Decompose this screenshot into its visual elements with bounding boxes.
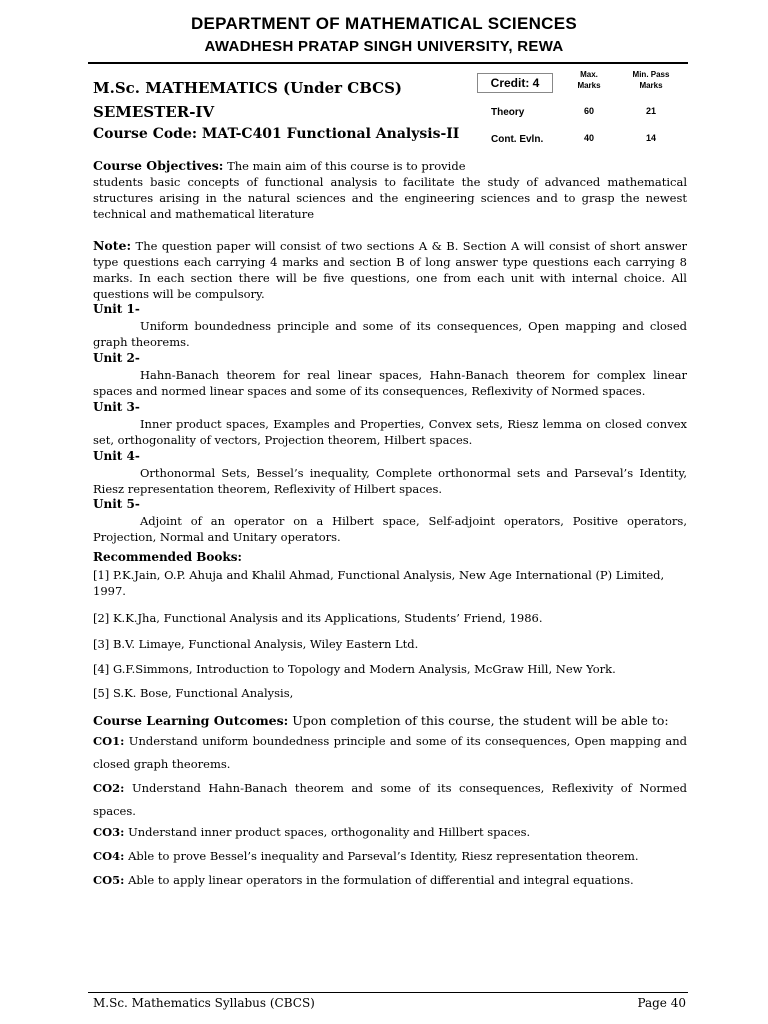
- min-marks-label-2: Marks: [639, 81, 663, 90]
- book-2: [2] K.K.Jha, Functional Analysis and its Applications, Students’ Friend, 1986.: [93, 611, 543, 625]
- footer-rule: [88, 992, 688, 993]
- book-4: [4] G.F.Simmons, Introduction to Topology and Modern Analysis, McGraw Hill, New York.: [93, 662, 616, 676]
- course-objectives: [93, 158, 687, 222]
- max-marks-label-2: Marks: [577, 81, 601, 90]
- unit-2-text: Hahn-Banach theorem for real linear spaces, Hahn-Banach theorem for complex linear spaces and normed linear spaces and some of its consequences, Reflexivity of Normed spaces.: [93, 368, 687, 398]
- cont-evln-min: 14: [645, 133, 656, 143]
- objectives-first-line: [93, 158, 687, 174]
- books-heading: Recommended Books:: [93, 550, 242, 564]
- footer-page-number: Page 40: [637, 996, 686, 1010]
- co2: [93, 777, 687, 823]
- note-text: The question paper will consist of two sections A & B. Section A will consist of short answer type questions each carrying 4 marks and section B of long answer type questions each carrying 8 marks. In each section there will be five questions, one from each unit with internal choice. All questions will be compulsory.: [93, 239, 687, 301]
- program-title: M.Sc. MATHEMATICS (Under CBCS): [93, 79, 403, 97]
- theory-max: 60: [583, 106, 594, 116]
- outcomes-heading: [93, 713, 687, 729]
- theory-min: 21: [645, 106, 656, 116]
- max-marks-header: [569, 69, 609, 91]
- objectives-line1: The main aim of this course is to provide: [227, 159, 466, 173]
- co4-code: CO4:: [93, 849, 125, 863]
- unit-2-title: Unit 2-: [93, 351, 140, 365]
- co5-code: CO5:: [93, 873, 125, 887]
- co1-text: Understand uniform boundedness principle and some of its consequences, Open mapping and closed graph theorems.: [93, 734, 687, 771]
- co3: [93, 824, 687, 840]
- unit-1-text: Uniform boundedness principle and some of its consequences, Open mapping and closed graph theorems.: [93, 319, 687, 349]
- objectives-text: students basic concepts of functional analysis to facilitate the study of advanced mathematical structures arising in the natural sciences and the engineering sciences and to grasp the newest technical and mathematical literature: [93, 175, 687, 221]
- book-3: [3] B.V. Limaye, Functional Analysis, Wiley Eastern Ltd.: [93, 637, 419, 651]
- credit-box: Credit: 4: [477, 73, 553, 93]
- co2-text: Understand Hahn-Banach theorem and some of its consequences, Reflexivity of Normed spaces.: [93, 781, 687, 818]
- book-5: [5] S.K. Bose, Functional Analysis,: [93, 686, 294, 700]
- cont-evln-label: Cont. Evln.: [491, 134, 544, 145]
- note-paragraph: [93, 238, 687, 302]
- unit-4-text: Orthonormal Sets, Bessel’s inequality, Complete orthonormal sets and Parseval’s Identity, Riesz representation theorem, Reflexivity of Hilbert spaces.: [93, 466, 687, 496]
- co1: [93, 730, 687, 776]
- note-label: Note:: [93, 238, 132, 253]
- co2-code: CO2:: [93, 781, 125, 795]
- min-marks-header: [626, 69, 676, 91]
- outcomes-intro: Upon completion of this course, the student will be able to:: [288, 713, 669, 728]
- unit-1-title: Unit 1-: [93, 302, 140, 316]
- unit-3-text: Inner product spaces, Examples and Properties, Convex sets, Riesz lemma on closed convex set, orthogonality of vectors, Projection theorem, Hilbert spaces.: [93, 417, 687, 447]
- unit-4-title: Unit 4-: [93, 449, 140, 463]
- min-marks-label-1: Min. Pass: [632, 70, 670, 79]
- co1-code: CO1:: [93, 734, 125, 748]
- objectives-label: Course Objectives:: [93, 158, 224, 173]
- theory-label: Theory: [491, 107, 525, 118]
- max-marks-label-1: Max.: [580, 70, 598, 79]
- co4: [93, 848, 687, 864]
- department-title: DEPARTMENT OF MATHEMATICAL SCIENCES: [190, 14, 578, 33]
- footer-left: M.Sc. Mathematics Syllabus (CBCS): [93, 996, 315, 1010]
- co5: [93, 872, 687, 888]
- co4-text: Able to prove Bessel’s inequality and Parseval’s Identity, Riesz representation theorem.: [124, 849, 639, 863]
- unit-3-title: Unit 3-: [93, 400, 140, 414]
- book-1: [1] P.K.Jain, O.P. Ahuja and Khalil Ahmad, Functional Analysis, New Age International (P) Limited, 1997.: [93, 568, 665, 598]
- header-rule: [88, 62, 688, 64]
- cont-evln-max: 40: [583, 133, 594, 143]
- unit-5-title: Unit 5-: [93, 497, 140, 511]
- unit-5-text: Adjoint of an operator on a Hilbert space, Self-adjoint operators, Positive operators, Projection, Normal and Unitary operators.: [93, 514, 687, 544]
- co3-code: CO3:: [93, 825, 125, 839]
- university-title: AWADHESH PRATAP SINGH UNIVERSITY, REWA: [204, 38, 564, 55]
- co5-text: Able to apply linear operators in the formulation of differential and integral equations.: [124, 873, 634, 887]
- course-code: Course Code: MAT-C401 Functional Analysis-II: [93, 126, 460, 142]
- co3-text: Understand inner product spaces, orthogonality and Hillbert spaces.: [124, 825, 531, 839]
- semester-title: SEMESTER-IV: [93, 103, 215, 121]
- outcomes-label: Course Learning Outcomes:: [93, 713, 289, 728]
